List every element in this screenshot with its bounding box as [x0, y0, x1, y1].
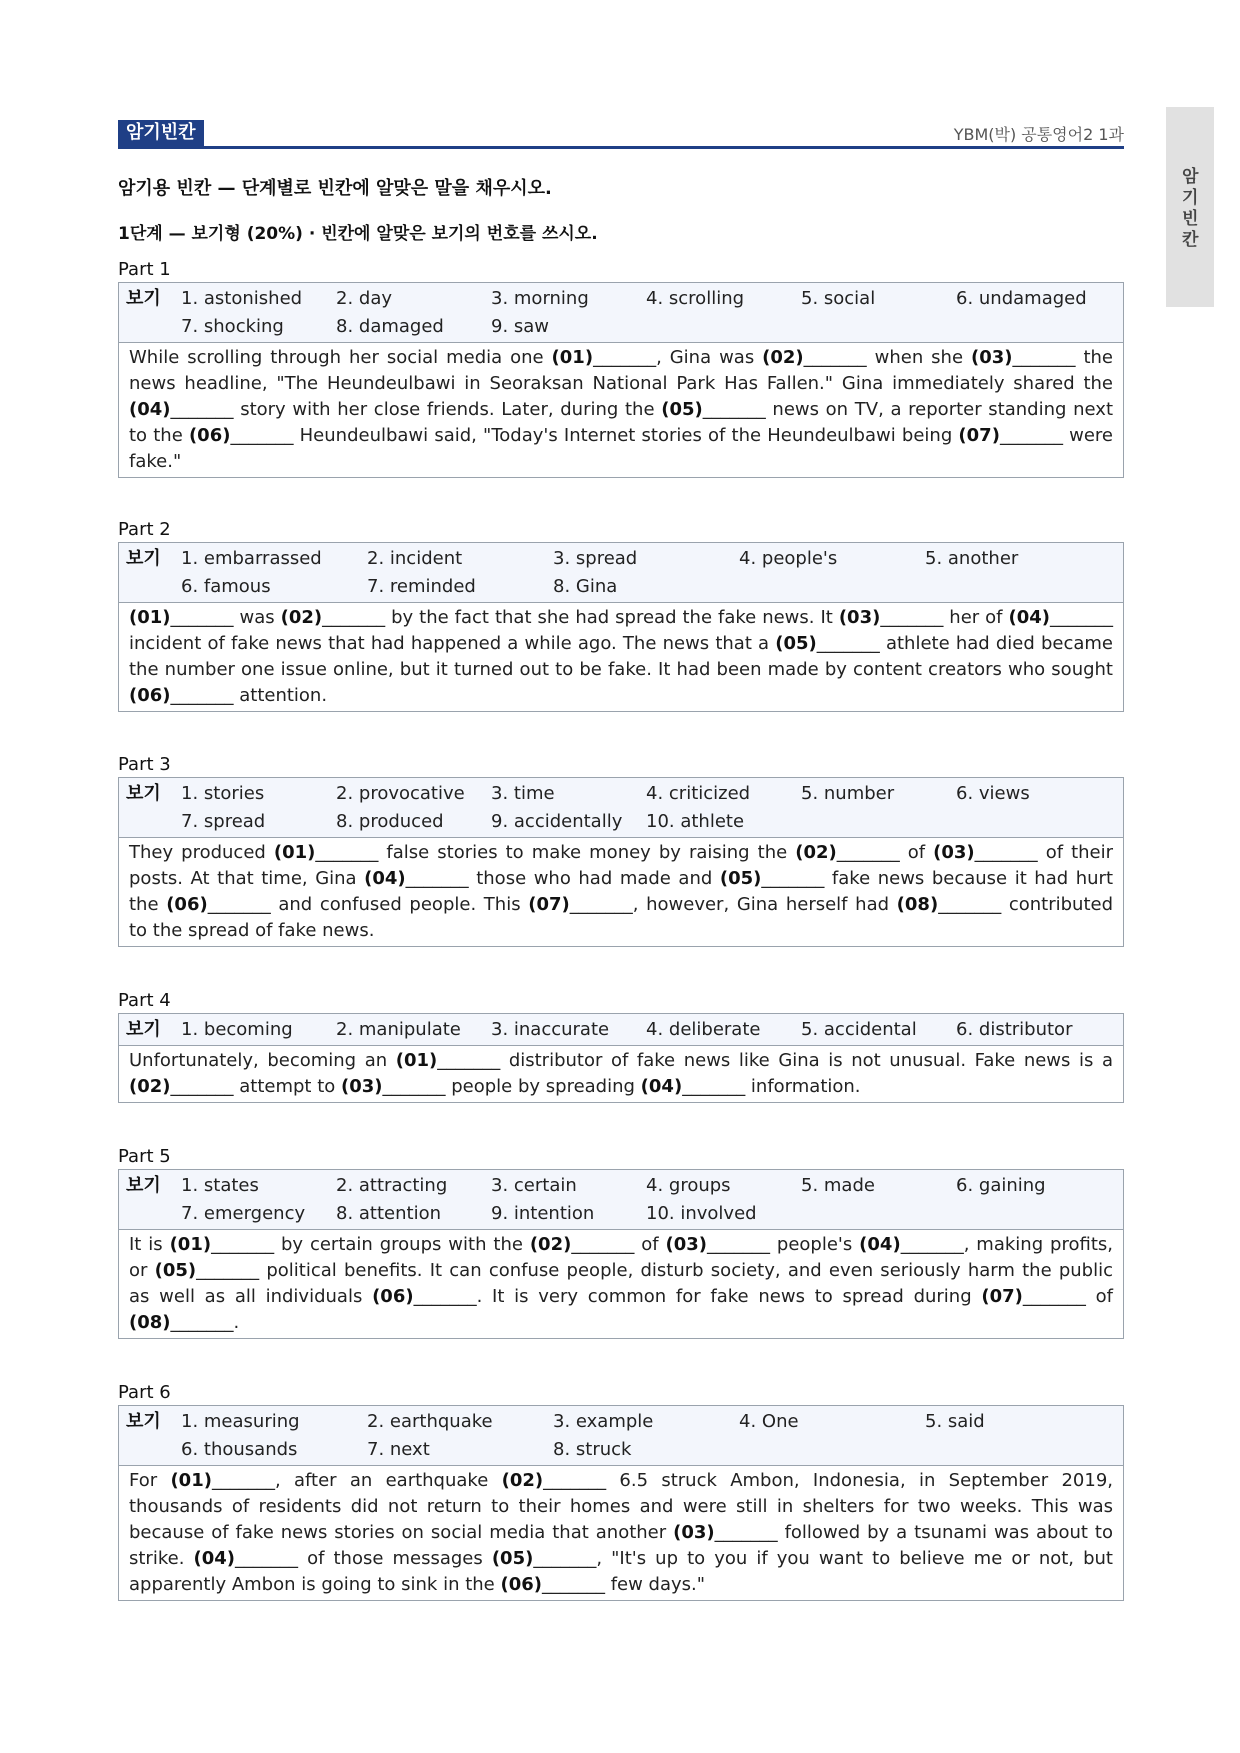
option-item: 1. measuring: [181, 1411, 300, 1432]
passage-segment: _______ those who had made and: [405, 868, 720, 889]
passage-segment: _______ of their posts. At that time, Gina: [129, 842, 1114, 889]
option-item: 1. stories: [181, 783, 265, 804]
passage-segment: _______ fake news because it had hurt the: [129, 868, 1113, 915]
option-item: 7. reminded: [367, 576, 476, 597]
option-item: 2. manipulate: [336, 1019, 461, 1040]
blank-number: (03): [665, 1234, 708, 1255]
passage-segment: _______ was: [170, 607, 281, 628]
option-item: 3. example: [553, 1411, 654, 1432]
blank-number: (04): [364, 868, 406, 889]
side-tab: [1166, 107, 1214, 307]
blank-number: (07): [958, 425, 1000, 446]
blank-number: (03): [341, 1076, 383, 1097]
option-item: 4. deliberate: [646, 1019, 761, 1040]
part-1: [118, 258, 1124, 478]
blank-number: (03): [971, 347, 1013, 368]
exercise-box: [118, 1013, 1124, 1103]
option-item: 8. attention: [336, 1203, 442, 1224]
options-list: [181, 1016, 1123, 1044]
choices-row: [119, 778, 1123, 838]
passage-segment: _______ people by spreading: [382, 1076, 641, 1097]
passage-segment: _______.: [170, 1312, 240, 1333]
options-list: [181, 1172, 1123, 1228]
option-item: 4. people's: [739, 548, 838, 569]
blank-number: (02): [529, 1234, 572, 1255]
passage-segment: _______ were fake.": [129, 425, 1113, 472]
choices-row: [119, 543, 1123, 603]
options-list: [181, 545, 1123, 601]
blank-number: (02): [129, 1076, 171, 1097]
passage-segment: Unfortunately, becoming an: [129, 1050, 396, 1071]
blank-number: (05): [775, 633, 817, 654]
blank-number: (08): [896, 894, 939, 915]
option-item: 1. astonished: [181, 288, 303, 309]
option-item: 1. becoming: [181, 1019, 293, 1040]
passage-segment: _______ followed by a tsunami was about to strike.: [129, 1522, 1113, 1569]
passage-segment: _______, "It's up to you if you want to believe me or not, but apparently Ambon is going to sink in the: [129, 1548, 1113, 1595]
passage-segment: _______ the news headline, "The Heundeulbawi in Seoraksan National Park Has Fallen." Gina immediately shared the: [129, 347, 1114, 394]
passage-segment: _______ Heundeulbawi said, "Today's Internet stories of the Heundeulbawi being: [230, 425, 959, 446]
blank-number: (02): [501, 1470, 544, 1491]
choices-row: [119, 1014, 1123, 1046]
part-2: [118, 518, 1124, 712]
passage-segment: _______, after an earthquake: [211, 1470, 502, 1491]
exercise-box: [118, 542, 1124, 712]
blank-number: (03): [933, 842, 975, 863]
blank-number: (01): [395, 1050, 438, 1071]
choices-row: [119, 1406, 1123, 1466]
passage-segment: _______ 6.5 struck Ambon, Indonesia, in September 2019, thousands of residents did not return to their homes and were still in shelters for two weeks. This was because of fake news stories on social media that another: [129, 1470, 1114, 1543]
option-item: 2. day: [336, 288, 393, 309]
blank-number: (07): [981, 1286, 1023, 1307]
option-item: 1. states: [181, 1175, 259, 1196]
passage-segment: _______ and confused people. This: [207, 894, 529, 915]
passage-segment: _______. It is very common for fake news to spread during: [413, 1286, 982, 1307]
passage-segment: _______ news on TV, a reporter standing next to the: [129, 399, 1113, 446]
passage-text: [119, 1230, 1123, 1338]
options-list: [181, 780, 1123, 836]
option-item: 10. involved: [646, 1203, 757, 1224]
option-item: 1. embarrassed: [181, 548, 322, 569]
blank-number: (04): [859, 1234, 901, 1255]
part-4: [118, 989, 1124, 1103]
blank-number: (08): [129, 1312, 171, 1333]
option-item: 3. certain: [491, 1175, 577, 1196]
exercise-box: [118, 777, 1124, 947]
option-item: 7. emergency: [181, 1203, 306, 1224]
choices-row: [119, 1170, 1123, 1230]
part-label: Part 4: [118, 990, 171, 1011]
blank-number: (06): [188, 425, 231, 446]
option-item: 5. made: [801, 1175, 875, 1196]
passage-segment: _______ athlete had died became the number one issue online, but it turned out to be fake. It had been made by content creators who sought: [129, 633, 1113, 680]
option-item: 2. incident: [367, 548, 463, 569]
blank-number: (03): [838, 607, 881, 628]
blank-number: (06): [166, 894, 208, 915]
options-list: [181, 285, 1123, 341]
option-item: 5. another: [925, 548, 1019, 569]
option-item: 2. earthquake: [367, 1411, 493, 1432]
passage-segment: _______ attention.: [170, 685, 328, 706]
blank-number: (05): [661, 399, 703, 420]
part-label: Part 3: [118, 754, 171, 775]
option-item: 6. famous: [181, 576, 271, 597]
option-item: 4. groups: [646, 1175, 731, 1196]
option-item: 6. views: [956, 783, 1030, 804]
passage-text: [119, 838, 1123, 946]
passage-segment: While scrolling through her social media one: [129, 347, 552, 368]
option-item: 4. scrolling: [646, 288, 745, 309]
blank-number: (05): [154, 1260, 197, 1281]
blank-number: (06): [129, 685, 171, 706]
passage-segment: They produced: [129, 842, 274, 863]
option-item: 4. criticized: [646, 783, 751, 804]
option-item: 3. inaccurate: [491, 1019, 610, 1040]
blank-number: (07): [528, 894, 570, 915]
option-item: 3. time: [491, 783, 555, 804]
passage-segment: _______ attempt to: [170, 1076, 341, 1097]
passage-segment: _______ of: [836, 842, 934, 863]
blank-number: (04): [129, 399, 171, 420]
options-list: [181, 1408, 1123, 1464]
option-item: 10. athlete: [646, 811, 745, 832]
exercise-box: [118, 1405, 1124, 1601]
passage-segment: _______ when she: [803, 347, 971, 368]
passage-segment: _______, Gina was: [593, 347, 763, 368]
section-tag: 암기빈칸: [118, 120, 204, 146]
option-item: 5. number: [801, 783, 895, 804]
blank-number: (01): [169, 1234, 212, 1255]
course-label: YBM(박) 공통영어2 1과: [953, 125, 1124, 144]
part-label: Part 6: [118, 1382, 171, 1403]
option-item: 7. next: [367, 1439, 430, 1460]
option-item: 3. spread: [553, 548, 638, 569]
passage-text: [119, 343, 1123, 477]
choices-row: [119, 283, 1123, 343]
passage-segment: _______ of: [1022, 1286, 1113, 1307]
option-item: 2. attracting: [336, 1175, 448, 1196]
blank-number: (01): [551, 347, 594, 368]
option-item: 6. gaining: [956, 1175, 1046, 1196]
blank-number: (02): [280, 607, 323, 628]
blank-number: (04): [640, 1076, 683, 1097]
passage-segment: _______, making profits, or: [129, 1234, 1113, 1281]
passage-text: [119, 603, 1123, 711]
part-5: [118, 1145, 1124, 1339]
option-item: 8. produced: [336, 811, 444, 832]
passage-segment: _______ false stories to make money by raising the: [315, 842, 796, 863]
blank-number: (02): [762, 347, 804, 368]
part-3: [118, 753, 1124, 947]
passage-segment: _______, however, Gina herself had: [569, 894, 897, 915]
option-item: 7. shocking: [181, 316, 284, 337]
option-item: 9. intention: [491, 1203, 595, 1224]
blank-number: (03): [673, 1522, 715, 1543]
bogi-label: 보기: [126, 1411, 161, 1432]
exercise-box: [118, 1169, 1124, 1339]
option-item: 6. thousands: [181, 1439, 298, 1460]
passage-text: [119, 1466, 1123, 1600]
part-6: [118, 1381, 1124, 1601]
blank-number: (02): [795, 842, 837, 863]
page-header: [118, 120, 1124, 149]
bogi-label: 보기: [126, 548, 161, 569]
part-label: Part 1: [118, 259, 171, 280]
blank-number: (01): [273, 842, 316, 863]
passage-segment: _______ people's: [707, 1234, 860, 1255]
option-item: 8. Gina: [553, 576, 618, 597]
passage-text: [119, 1046, 1123, 1102]
blank-number: (04): [193, 1548, 235, 1569]
passage-segment: For: [129, 1470, 171, 1491]
option-item: 6. distributor: [956, 1019, 1073, 1040]
part-label: Part 5: [118, 1146, 171, 1167]
passage-segment: _______ of: [571, 1234, 666, 1255]
blank-number: (05): [491, 1548, 534, 1569]
option-item: 7. spread: [181, 811, 266, 832]
passage-segment: _______ political benefits. It can confuse people, disturb society, and even seriously harm the public as well as all individuals: [129, 1260, 1114, 1307]
passage-segment: _______ her of: [880, 607, 1009, 628]
passage-segment: _______ incident of fake news that had happened a while ago. The news that a: [129, 607, 1113, 654]
passage-segment: _______ story with her close friends. Later, during the: [170, 399, 662, 420]
option-item: 5. said: [925, 1411, 985, 1432]
passage-segment: _______ distributor of fake news like Gina is not unusual. Fake news is a: [437, 1050, 1113, 1071]
option-item: 3. morning: [491, 288, 589, 309]
passage-segment: _______ by certain groups with the: [211, 1234, 530, 1255]
option-item: 5. accidental: [801, 1019, 917, 1040]
blank-number: (06): [372, 1286, 414, 1307]
option-item: 4. One: [739, 1411, 799, 1432]
bogi-label: 보기: [126, 1019, 161, 1040]
option-item: 9. saw: [491, 316, 550, 337]
blank-number: (04): [1008, 607, 1050, 628]
bogi-label: 보기: [126, 783, 161, 804]
passage-segment: _______ of those messages: [235, 1548, 492, 1569]
blank-number: (01): [170, 1470, 212, 1491]
passage-segment: _______ by the fact that she had spread the fake news. It: [322, 607, 839, 628]
passage-segment: _______ information.: [682, 1076, 861, 1097]
passage-segment: _______ few days.": [541, 1574, 706, 1595]
passage-segment: _______ contributed to the spread of fake news.: [129, 894, 1113, 941]
step-instruction: 1단계 — 보기형 (20%) · 빈칸에 알맞은 보기의 번호를 쓰시오.: [118, 224, 598, 244]
blank-number: (01): [129, 607, 171, 628]
option-item: 5. social: [801, 288, 876, 309]
option-item: 2. provocative: [336, 783, 465, 804]
option-item: 8. struck: [553, 1439, 632, 1460]
blank-number: (05): [719, 868, 762, 889]
bogi-label: 보기: [126, 1175, 161, 1196]
exercise-box: [118, 282, 1124, 478]
option-item: 9. accidentally: [491, 811, 623, 832]
passage-segment: It is: [129, 1234, 170, 1255]
part-label: Part 2: [118, 519, 171, 540]
option-item: 8. damaged: [336, 316, 444, 337]
option-item: 6. undamaged: [956, 288, 1087, 309]
main-instruction: 암기용 빈칸 — 단계별로 빈칸에 알맞은 말을 채우시오.: [118, 178, 552, 199]
bogi-label: 보기: [126, 288, 161, 309]
side-tab-label: 암기빈칸: [1182, 167, 1199, 250]
blank-number: (06): [500, 1574, 542, 1595]
